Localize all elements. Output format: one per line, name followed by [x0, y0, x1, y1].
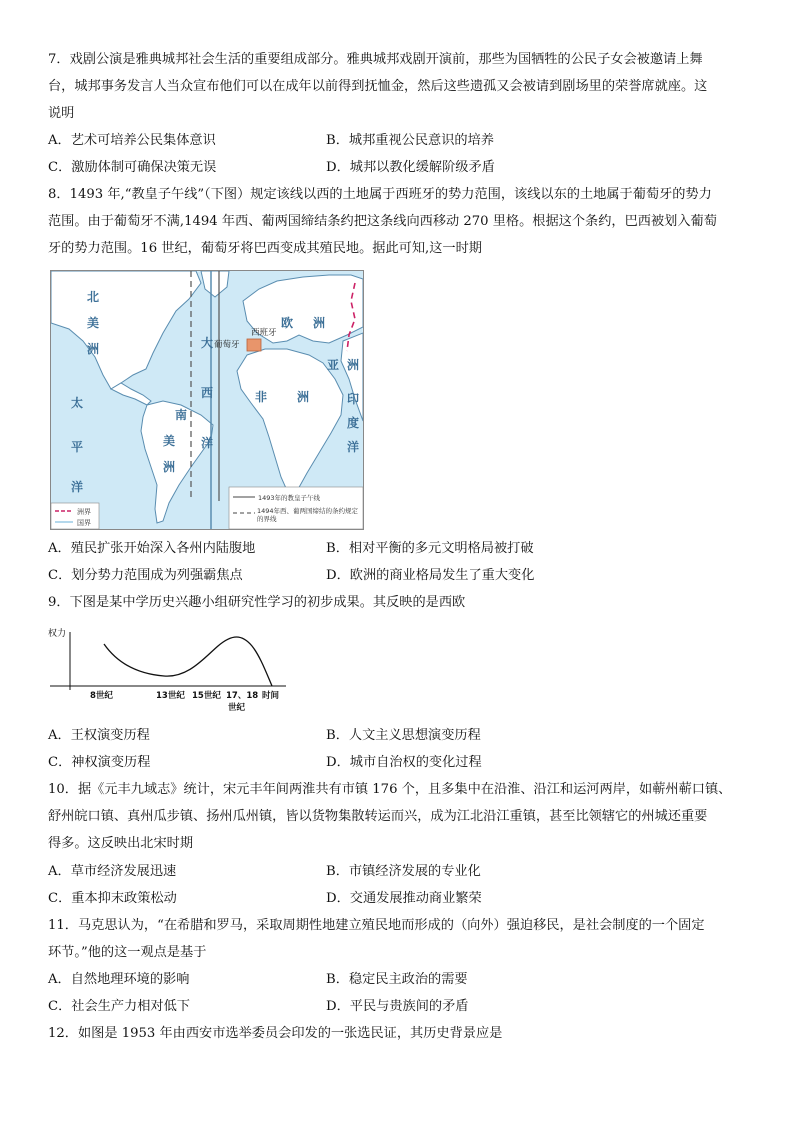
tick-15th-century: 15世纪 — [192, 691, 221, 701]
y-axis-label: 权力 — [48, 629, 67, 639]
q7-stem-line-3: 说明 — [48, 106, 75, 121]
q7-option-c[interactable]: C．激励体制可确保决策无误 — [48, 160, 217, 175]
q10-option-a[interactable]: A．草市经济发展迅速 — [48, 864, 177, 879]
q10-option-c[interactable]: C．重本抑末政策松动 — [48, 891, 177, 906]
q7-stem-line-1: 7．戏剧公演是雅典城邦社会生活的重要组成部分。雅典城邦戏剧开演前，那些为国牺牲的公民子女会被邀请上舞 — [48, 52, 703, 67]
label-africa-1: 非 — [255, 390, 268, 404]
q8-option-b[interactable]: B．相对平衡的多元文明格局被打破 — [326, 541, 534, 556]
q11-stem-line-1: 11．马克思认为，“在希腊和罗马，采取周期性地建立殖民地而形成的（向外）强迫移民，是社会制度的一个固定 — [48, 918, 705, 933]
q9-option-d[interactable]: D．城市自治权的变化过程 — [326, 755, 482, 770]
q11-option-b[interactable]: B．稳定民主政治的需要 — [326, 972, 468, 987]
label-south-america-3: 洲 — [163, 460, 176, 474]
q9-option-a[interactable]: A．王权演变历程 — [48, 728, 150, 743]
greenland-landmass — [201, 271, 229, 297]
label-africa-2: 洲 — [297, 390, 310, 404]
label-atlantic-1: 大 — [201, 336, 214, 350]
legend-continent-text: 洲界 — [77, 508, 91, 516]
q10-stem-line-3: 得多。这反映出北宋时期 — [48, 836, 194, 851]
q11-option-c[interactable]: C．社会生产力相对低下 — [48, 999, 190, 1014]
q9-option-b[interactable]: B．人文主义思想演变历程 — [326, 728, 481, 743]
q8-stem-line-3: 牙的势力范围。16 世纪，葡萄牙将巴西变成其殖民地。据此可知,这一时期 — [48, 241, 482, 256]
label-asia-1: 亚 — [327, 358, 340, 372]
power-curve-svg — [46, 624, 296, 716]
central-america-landmass — [111, 383, 151, 405]
label-north-america-2: 美 — [87, 316, 100, 330]
q11-stem-line-2: 环节。”他的这一观点是基于 — [48, 945, 207, 960]
tick-century-sub: 世纪 — [228, 703, 246, 713]
legend-1494-wrap — [257, 507, 361, 529]
north-america-landmass — [51, 271, 201, 389]
legend-1494-text: 1494年西、葡两国缔结的条约规定的界线 — [257, 507, 359, 523]
label-indian-2: 度 — [347, 416, 360, 430]
q7-stem-line-2: 台，城邦事务发言人当众宣布他们可以在成年以前得到抚恤金，然后这些遗孤又会被请到剧场里的荣誉席就座。这 — [48, 79, 708, 94]
legend-left-box — [51, 503, 99, 529]
legend-country-text: 国界 — [77, 519, 91, 527]
tick-8th-century: 8世纪 — [90, 691, 113, 701]
q12-stem-line-1: 12．如图是 1953 年由西安市选举委员会印发的一张选民证，其历史背景应是 — [48, 1026, 503, 1041]
legend-1493-text: 1493年的教皇子午线 — [258, 494, 321, 502]
q8-stem-line-1: 8．1493 年,“教皇子午线”（下图）规定该线以西的土地属于西班牙的势力范围，该线以东的土地属于葡萄牙的势力 — [48, 187, 712, 202]
q8-option-c[interactable]: C．划分势力范围成为列强霸焦点 — [48, 568, 243, 583]
iberia-highlight — [247, 339, 261, 351]
label-indian-3: 洋 — [347, 440, 360, 454]
q7-option-b[interactable]: B．城邦重视公民意识的培养 — [326, 133, 494, 148]
q8-option-a[interactable]: A．殖民扩张开始深入各州内陆腹地 — [48, 541, 256, 556]
world-map-svg — [51, 271, 363, 529]
tick-13th-century: 13世纪 — [156, 691, 185, 701]
tick-time: 时间 — [262, 691, 280, 701]
q11-option-d[interactable]: D．平民与贵族间的矛盾 — [326, 999, 469, 1014]
label-north-america-1: 北 — [87, 290, 100, 304]
label-europe-2: 洲 — [313, 316, 326, 330]
label-spain: 西班牙 — [251, 328, 277, 338]
label-pacific-2: 平 — [71, 440, 84, 454]
label-south-america-1: 南 — [175, 408, 188, 422]
q8-stem-line-2: 范围。由于葡萄牙不满,1494 年西、葡两国缔结条约把这条线向西移动 270 里格。根据这个条约，巴西被划入葡萄 — [48, 214, 717, 229]
q10-stem-line-2: 舒州皖口镇、真州瓜步镇、扬州瓜州镇，皆以货物集散转运而兴，成为江北沿江重镇，甚至比领辖它的州城还重要 — [48, 809, 708, 824]
q9-option-c[interactable]: C．神权演变历程 — [48, 755, 151, 770]
papal-meridian-map — [50, 270, 364, 530]
label-north-america-3: 洲 — [87, 342, 100, 356]
q9-stem-line-1: 9．下图是某中学历史兴趣小组研究性学习的初步成果。其反映的是西欧 — [48, 595, 466, 610]
label-pacific-1: 太 — [71, 396, 84, 410]
q7-option-a[interactable]: A．艺术可培养公民集体意识 — [48, 133, 216, 148]
q7-option-d[interactable]: D．城邦以教化缓解阶级矛盾 — [326, 160, 495, 175]
power-curve-line — [104, 637, 272, 686]
q10-option-d[interactable]: D．交通发展推动商业繁荣 — [326, 891, 482, 906]
label-asia-2: 洲 — [347, 358, 360, 372]
label-indian-1: 印 — [347, 392, 360, 406]
q10-stem-line-1: 10．据《元丰九域志》统计，宋元丰年间两淮共有市镇 176 个，且多集中在沿淮、沿江和运河两岸，如蕲州蕲口镇、 — [48, 782, 732, 797]
label-europe-1: 欧 — [281, 316, 294, 330]
label-atlantic-3: 洋 — [201, 436, 214, 450]
asia-landmass — [341, 333, 363, 421]
label-pacific-3: 洋 — [71, 480, 84, 494]
label-portugal: 葡萄牙 — [214, 340, 240, 350]
q8-option-d[interactable]: D．欧洲的商业格局发生了重大变化 — [326, 568, 535, 583]
label-south-america-2: 美 — [163, 434, 176, 448]
tick-17-18: 17、18 — [226, 691, 259, 701]
q10-option-b[interactable]: B．市镇经济发展的专业化 — [326, 864, 481, 879]
q11-option-a[interactable]: A．自然地理环境的影响 — [48, 972, 190, 987]
power-curve-chart — [46, 624, 296, 716]
label-atlantic-2: 西 — [201, 386, 214, 400]
